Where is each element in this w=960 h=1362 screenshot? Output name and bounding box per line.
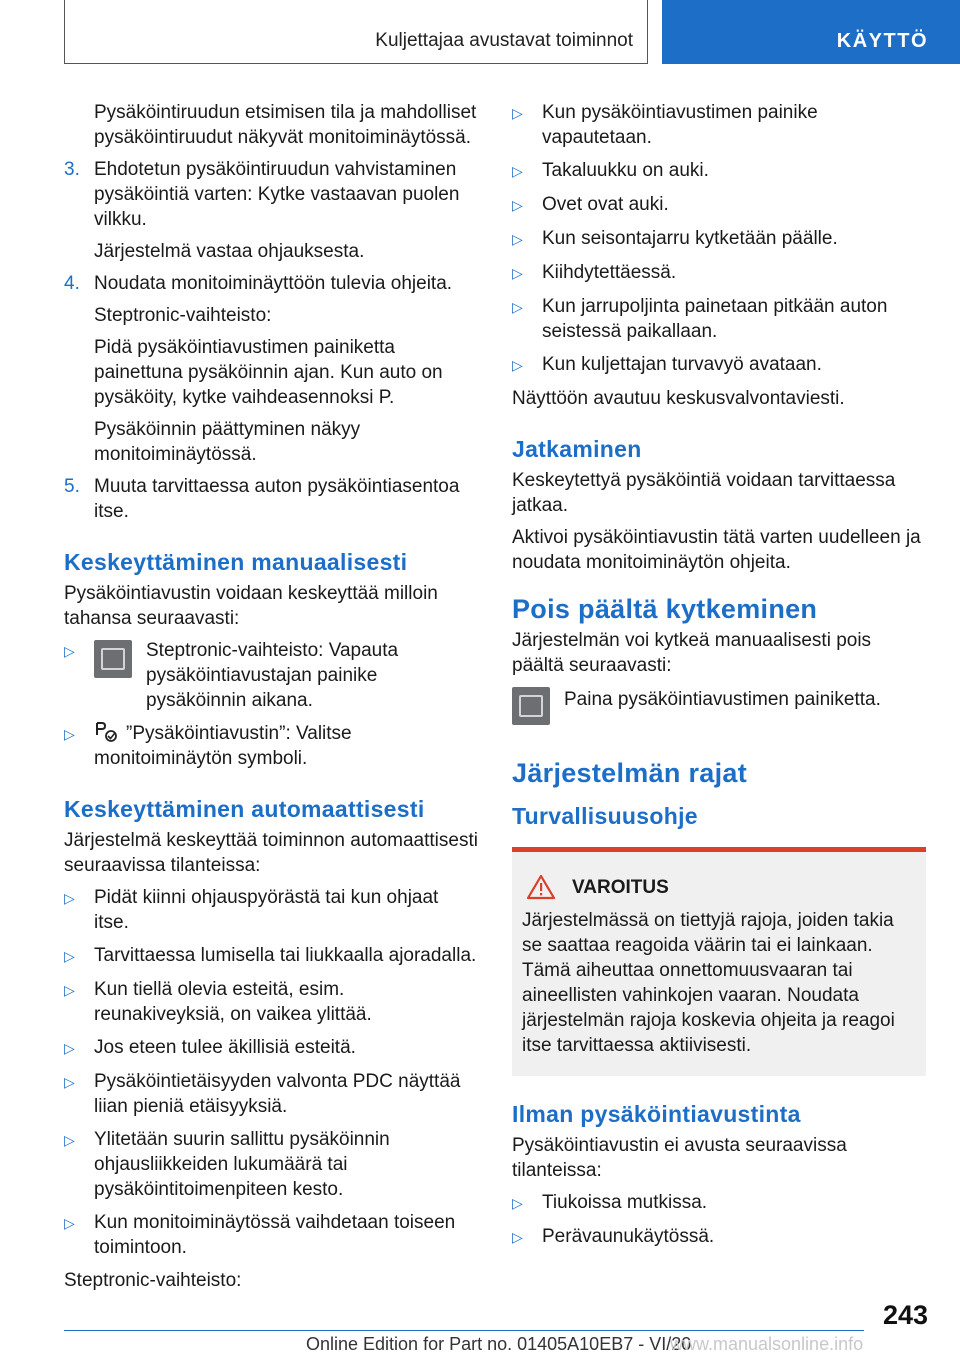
step-3 bbox=[64, 157, 478, 232]
list-item bbox=[512, 158, 926, 184]
step-number: 5. bbox=[64, 476, 80, 497]
list-item-text: Takaluukku on auki. bbox=[542, 160, 709, 181]
right-column bbox=[512, 100, 926, 1258]
list-item bbox=[64, 1069, 478, 1119]
list-item-text: Kun monitoiminäytössä vaihdetaan toiseen toimintoon. bbox=[94, 1212, 456, 1258]
bullet-triangle-icon: ▷ bbox=[64, 948, 75, 964]
list-item-text: Kun pysäköintiavustimen painike vapautetaan. bbox=[542, 102, 818, 148]
list-item-text: Kun tiellä olevia esteitä, esim. reunakiveyksiä, on vaikea ylittää. bbox=[94, 979, 372, 1025]
parking-assistant-button-icon bbox=[94, 640, 132, 678]
footer-edition: Online Edition for Part no. 01405A10EB7 - VI/20 bbox=[306, 1334, 692, 1354]
list-item-text: Pysäköintietäisyyden valvonta PDC näyttää liian pieniä etäisyyksiä. bbox=[94, 1071, 461, 1117]
list-item bbox=[512, 100, 926, 150]
bullet-triangle-icon: ▷ bbox=[64, 1132, 75, 1148]
step-text: Ehdotetun pysäköintiruudun vahvistaminen pysäköintiä varten: Kytke vastaavan puolen vilkku. bbox=[94, 159, 460, 230]
bullet-triangle-icon: ▷ bbox=[512, 163, 523, 179]
warning-box bbox=[512, 847, 926, 1076]
list-item-text: Tarvittaessa lumisella tai liukkaalla ajoradalla. bbox=[94, 945, 477, 966]
list-item-text: Kiihdytettäessä. bbox=[542, 262, 677, 283]
step-text: Noudata monitoiminäyttöön tulevia ohjeita. bbox=[94, 273, 453, 294]
continue-paragraph-1: Keskeytettyä pysäköintiä voidaan tarvittaessa jatkaa. bbox=[512, 470, 896, 516]
chapter-tag: KÄYTTÖ bbox=[836, 30, 928, 52]
list-item-text: ”Pysäköintiavustin”: Valitse monitoiminäytön symboli. bbox=[94, 723, 352, 769]
list-item bbox=[512, 1190, 926, 1216]
safety-heading: Turvallisuusohje bbox=[512, 803, 698, 829]
list-item-text: Tiukoissa mutkissa. bbox=[542, 1192, 708, 1213]
bullet-triangle-icon: ▷ bbox=[512, 357, 523, 373]
list-item-text: Ylitetään suurin sallittu pysäköinnin ohjausliikkeiden lukumäärä tai pysäköintitoimenpiteen kesto. bbox=[94, 1129, 390, 1200]
step-4-sub-a: Steptronic-vaihteisto: bbox=[94, 305, 272, 326]
list-item-text: Pidät kiinni ohjauspyörästä tai kun ohjaat itse. bbox=[94, 887, 439, 933]
central-message-text: Näyttöön avautuu keskusvalvontaviesti. bbox=[512, 388, 845, 409]
step-4 bbox=[64, 271, 478, 296]
list-item bbox=[512, 260, 926, 286]
section-title: Kuljettajaa avustavat toiminnot bbox=[375, 30, 633, 51]
step-4-sub-c: Pysäköinnin päättyminen näkyy monitoiminäytössä. bbox=[94, 419, 361, 465]
auto-stop-heading: Keskeyttäminen automaattisesti bbox=[64, 796, 425, 822]
list-item bbox=[64, 1035, 478, 1061]
bullet-triangle-icon: ▷ bbox=[64, 982, 75, 998]
without-assistant-heading: Ilman pysäköintiavustinta bbox=[512, 1101, 801, 1127]
bullet-triangle-icon: ▷ bbox=[512, 265, 523, 281]
switch-off-step bbox=[512, 685, 926, 725]
header-section-box bbox=[64, 0, 648, 64]
list-item bbox=[512, 226, 926, 252]
list-item bbox=[512, 192, 926, 218]
footer-divider bbox=[64, 1330, 864, 1331]
list-item bbox=[64, 977, 478, 1027]
warning-text: Järjestelmässä on tiettyjä rajoja, joiden takia se saattaa reagoida väärin tai ei lainkaan. Tämä aiheuttaa onnettomuusvaaran tai aineellisten vahinkojen vaaran. Noudata järjestelmän rajoja koskevia ohjeita ja reagoi itse tarvittaessa aktiivisesti. bbox=[522, 910, 895, 1056]
manual-stop-heading: Keskeyttäminen manuaalisesti bbox=[64, 549, 408, 575]
step-text: Muuta tarvittaessa auton pysäköintiasentoa itse. bbox=[94, 476, 460, 522]
continue-paragraph-2: Aktivoi pysäköintiavustin tätä varten uudelleen ja noudata monitoiminäytön ohjeita. bbox=[512, 527, 921, 573]
list-item bbox=[512, 294, 926, 344]
bullet-triangle-icon: ▷ bbox=[64, 1074, 75, 1090]
switch-off-heading: Pois päältä kytkeminen bbox=[512, 594, 818, 624]
system-limits-heading: Järjestelmän rajat bbox=[512, 758, 748, 788]
without-assistant-intro: Pysäköintiavustin ei avusta seuraavissa tilanteissa: bbox=[512, 1135, 847, 1181]
header-tag-box bbox=[662, 0, 960, 64]
bullet-triangle-icon: ▷ bbox=[512, 231, 523, 247]
bullet-triangle-icon: ▷ bbox=[512, 1195, 523, 1211]
warning-title: VAROITUS bbox=[572, 876, 669, 898]
list-item bbox=[64, 943, 478, 969]
step-number: 3. bbox=[64, 159, 80, 180]
manual-stop-intro: Pysäköintiavustin voidaan keskeyttää milloin tahansa seuraavasti: bbox=[64, 583, 438, 629]
continue-heading: Jatkaminen bbox=[512, 436, 642, 462]
list-item-text: Jos eteen tulee äkillisiä esteitä. bbox=[94, 1037, 356, 1058]
switch-off-step-text: Paina pysäköintiavustimen painiketta. bbox=[564, 689, 881, 710]
bullet-triangle-icon: ▷ bbox=[64, 643, 75, 659]
page-number: 243 bbox=[882, 1300, 928, 1330]
list-item bbox=[512, 1224, 926, 1250]
bullet-triangle-icon: ▷ bbox=[64, 1040, 75, 1056]
step-4-sub-b: Pidä pysäköintiavustimen painiketta painettuna pysäköinnin ajan. Kun auto on pysäköity, kytke vaihdeasennoksi P. bbox=[94, 337, 443, 408]
bullet-triangle-icon: ▷ bbox=[512, 1229, 523, 1245]
closing-line: Steptronic-vaihteisto: bbox=[64, 1270, 242, 1291]
intro-continuation: Pysäköintiruudun etsimisen tila ja mahdolliset pysäköintiruudut näkyvät monitoiminäytössä. bbox=[94, 102, 477, 148]
footer-watermark: www.manualsonline.info bbox=[670, 1334, 864, 1354]
left-column bbox=[64, 100, 478, 1300]
warning-triangle-icon bbox=[526, 874, 556, 900]
list-item-text: Kun jarrupoljinta painetaan pitkään auton seistessä paikallaan. bbox=[542, 296, 888, 342]
list-item bbox=[64, 885, 478, 935]
step-5 bbox=[64, 474, 478, 524]
list-item-text: Ovet ovat auki. bbox=[542, 194, 669, 215]
warning-header bbox=[522, 874, 912, 900]
step-3-note: Järjestelmä vastaa ohjauksesta. bbox=[94, 241, 365, 262]
list-item bbox=[64, 1127, 478, 1202]
parking-assistant-symbol-icon bbox=[94, 721, 120, 743]
list-item bbox=[64, 721, 478, 771]
list-item-text: Steptronic-vaihteisto: Vapauta pysäköintiavustajan painike pysäköinnin aikana. bbox=[146, 640, 399, 711]
bullet-triangle-icon: ▷ bbox=[64, 1215, 75, 1231]
step-number: 4. bbox=[64, 273, 80, 294]
list-item bbox=[64, 1210, 478, 1260]
parking-assistant-button-icon bbox=[512, 687, 550, 725]
list-item bbox=[64, 638, 478, 713]
bullet-triangle-icon: ▷ bbox=[512, 105, 523, 121]
list-item-text: Kun seisontajarru kytketään päälle. bbox=[542, 228, 838, 249]
switch-off-intro: Järjestelmän voi kytkeä manuaalisesti pois päältä seuraavasti: bbox=[512, 630, 872, 676]
bullet-triangle-icon: ▷ bbox=[64, 890, 75, 906]
bullet-triangle-icon: ▷ bbox=[64, 726, 75, 742]
list-item-text: Kun kuljettajan turvavyö avataan. bbox=[542, 354, 822, 375]
auto-stop-intro: Järjestelmä keskeyttää toiminnon automaattisesti seuraavissa tilanteissa: bbox=[64, 830, 478, 876]
list-item bbox=[512, 352, 926, 378]
bullet-triangle-icon: ▷ bbox=[512, 299, 523, 315]
list-item-text: Perävaunukäytössä. bbox=[542, 1226, 715, 1247]
bullet-triangle-icon: ▷ bbox=[512, 197, 523, 213]
